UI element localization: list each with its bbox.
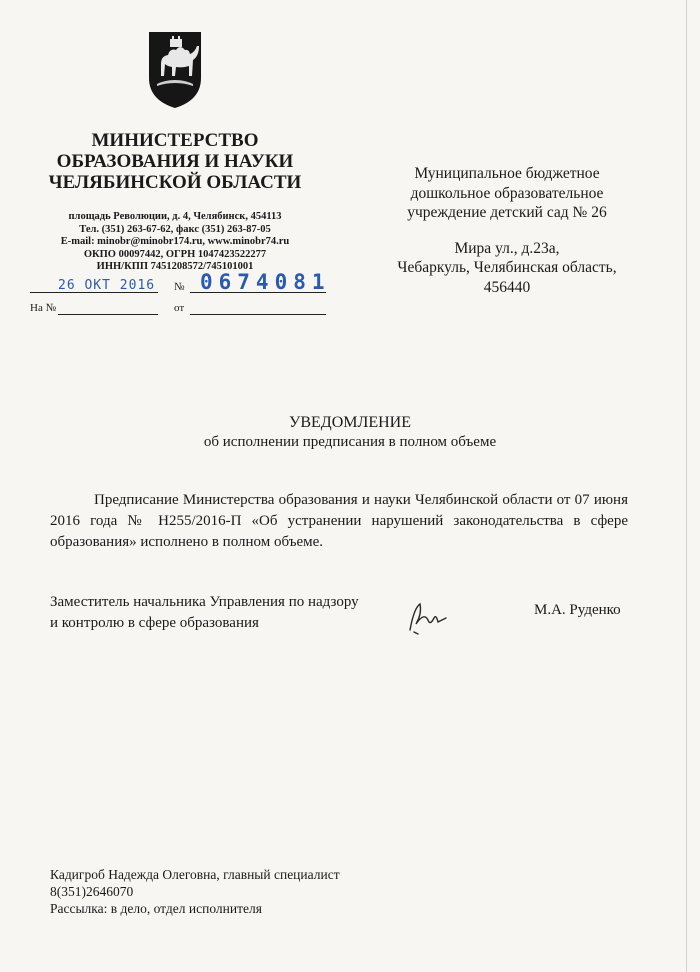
signature-icon: [404, 600, 454, 636]
recipient-line: учреждение детский сад № 26: [407, 204, 607, 221]
signatory-position: [50, 592, 359, 634]
contact-line: ОКПО 00097442, ОГРН 1047423522277: [83, 248, 267, 260]
body-paragraph: Предписание Министерства образования и науки Челябинской области от 07 июня 2016 года № Н255/2016-П «Об устранении нарушений законодательства в сфере образования» исполнено в полном объеме.: [50, 492, 628, 550]
ministry-name-line: МИНИСТЕРСТВО: [91, 130, 259, 151]
number-stamp: 0674081: [200, 270, 331, 294]
recipient-line: Муниципальное бюджетное: [414, 165, 600, 182]
from-label: от: [174, 302, 185, 314]
ministry-name-line: ОБРАЗОВАНИЯ И НАУКИ: [56, 151, 294, 172]
date-stamp: 26 ОКТ 2016: [58, 278, 156, 293]
coat-of-arms-icon: [143, 26, 207, 110]
recipient-address-line: Мира ул., д.23а,: [454, 239, 560, 257]
recipient-address-line: Чебаркуль, Челябинская область,: [397, 259, 617, 276]
signatory-position-line: Заместитель начальника Управления по надзору: [50, 594, 359, 610]
signatory-position-line: и контролю в сфере образования: [50, 615, 259, 631]
signatory-name: М.А. Руденко: [534, 602, 621, 618]
number-sign: №: [174, 281, 185, 293]
ministry-name: [40, 130, 310, 193]
document-subtitle: об исполнении предписания в полном объеме: [203, 434, 497, 450]
on-number-field-line: [58, 314, 158, 315]
contact-line: ИНН/КПП 7451208572/745101001: [96, 261, 254, 272]
contact-line: Тел. (351) 263-67-62, факс (351) 263-87-05: [79, 223, 271, 235]
footer-line: Рассылка: в дело, отдел исполнителя: [50, 901, 262, 916]
recipient-address-line: 456440: [483, 278, 531, 296]
contact-line: E-mail: minobr@minobr174.ru, www.minobr74.ru: [60, 236, 290, 247]
ministry-contacts: [40, 211, 310, 274]
footer-line: Кадигроб Надежда Олеговна, главный специалист: [50, 867, 340, 882]
from-field-line: [190, 314, 326, 315]
on-number-label: На №: [30, 302, 57, 314]
document-body: [50, 490, 628, 553]
contact-line: площадь Революции, д. 4, Челябинск, 454113: [68, 211, 282, 222]
recipient-line: дошкольное образовательное: [410, 184, 604, 202]
footer-block: [50, 866, 340, 917]
recipient-block: [382, 164, 632, 297]
page-edge-shadow: [686, 0, 687, 972]
footer-line: 8(351)2646070: [50, 884, 134, 899]
ministry-name-line: ЧЕЛЯБИНСКОЙ ОБЛАСТИ: [48, 172, 302, 193]
document-title: УВЕДОМЛЕНИЕ: [289, 414, 411, 431]
